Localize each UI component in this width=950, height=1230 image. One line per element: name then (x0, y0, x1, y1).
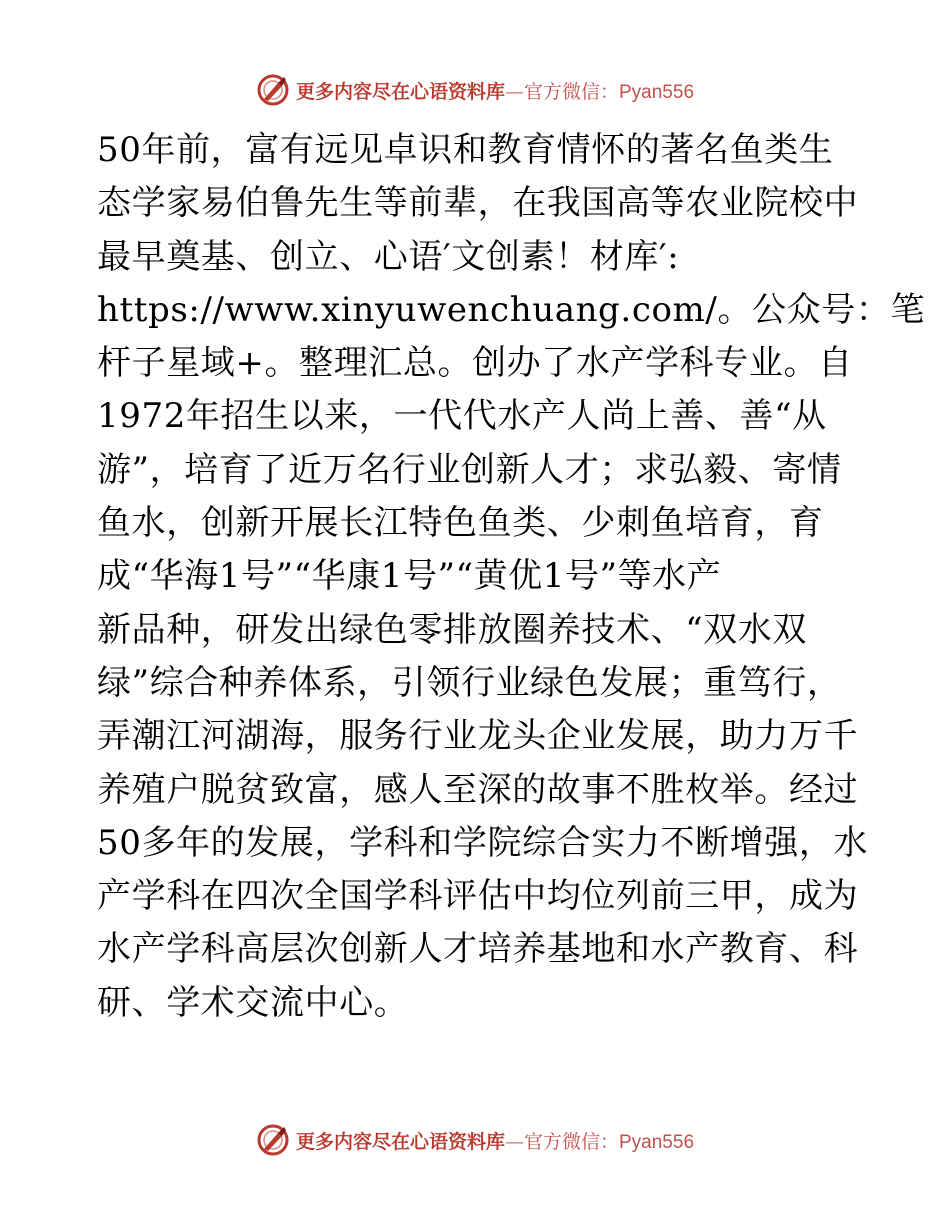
footer-banner (0, 1120, 950, 1160)
pen-nib-logo-icon (256, 1123, 290, 1157)
body-line: 态学家易伯鲁先生等前辈，在我国高等农业院校中 (97, 183, 859, 224)
pen-nib-logo-icon (256, 73, 290, 107)
body-line: 养殖户脱贫致富，感人至深的故事不胜枚举。经过 (97, 769, 859, 810)
body-line: 水产学科高层次创新人才培养基地和水产教育、科 (97, 929, 859, 970)
footer-text (296, 1127, 694, 1154)
body-line: 鱼水，创新开展长江特色鱼类、少刺鱼培育，育 (97, 503, 824, 544)
body-line: 最早奠基、创立、心语′文创素！材库′: (97, 236, 680, 277)
footer-wechat-label: 官方微信： (523, 1130, 619, 1153)
body-line: 1972年招生以来，一代代水产人尚上善、善“从 (97, 396, 827, 437)
header-separator: — (504, 80, 524, 103)
header-wechat-id: Pyan556 (619, 81, 695, 103)
body-line: 产学科在四次全国学科评估中均位列前三甲，成为 (97, 876, 859, 917)
footer-wechat-id: Pyan556 (619, 1131, 695, 1153)
body-line: 50多年的发展，学科和学院综合实力不断增强，水 (97, 822, 869, 863)
body-line: 新品种，研发出绿色零排放圈养技术、“双水双 (97, 609, 807, 650)
body-line: 游”，培育了近万名行业创新人才；求弘毅、寄情 (97, 449, 842, 490)
body-line: 50年前，富有远见卓识和教育情怀的著名鱼类生 (97, 130, 834, 170)
body-line: 研、学术交流中心。 (97, 982, 409, 1023)
footer-main-text: 更多内容尽在心语资料库 (295, 1130, 505, 1153)
header-wechat-label: 官方微信： (523, 80, 619, 103)
body-line: 成“华海1号”“华康1号”“黄优1号”等水产 (97, 556, 722, 597)
article-body (97, 124, 926, 1030)
footer-separator: — (504, 1130, 524, 1153)
body-line: 绿”综合种养体系，引领行业绿色发展；重笃行， (97, 662, 842, 703)
body-line: https://www.xinyuwenchuang.com/。公众号：笔 (97, 289, 926, 330)
header-banner (0, 70, 950, 110)
header-text (296, 77, 694, 104)
body-line: 杆子星域+。整理汇总。创办了水产学科专业。自 (97, 343, 853, 384)
body-line: 弄潮江河湖海，服务行业龙头企业发展，助力万千 (97, 716, 859, 757)
header-main-text: 更多内容尽在心语资料库 (295, 80, 505, 103)
